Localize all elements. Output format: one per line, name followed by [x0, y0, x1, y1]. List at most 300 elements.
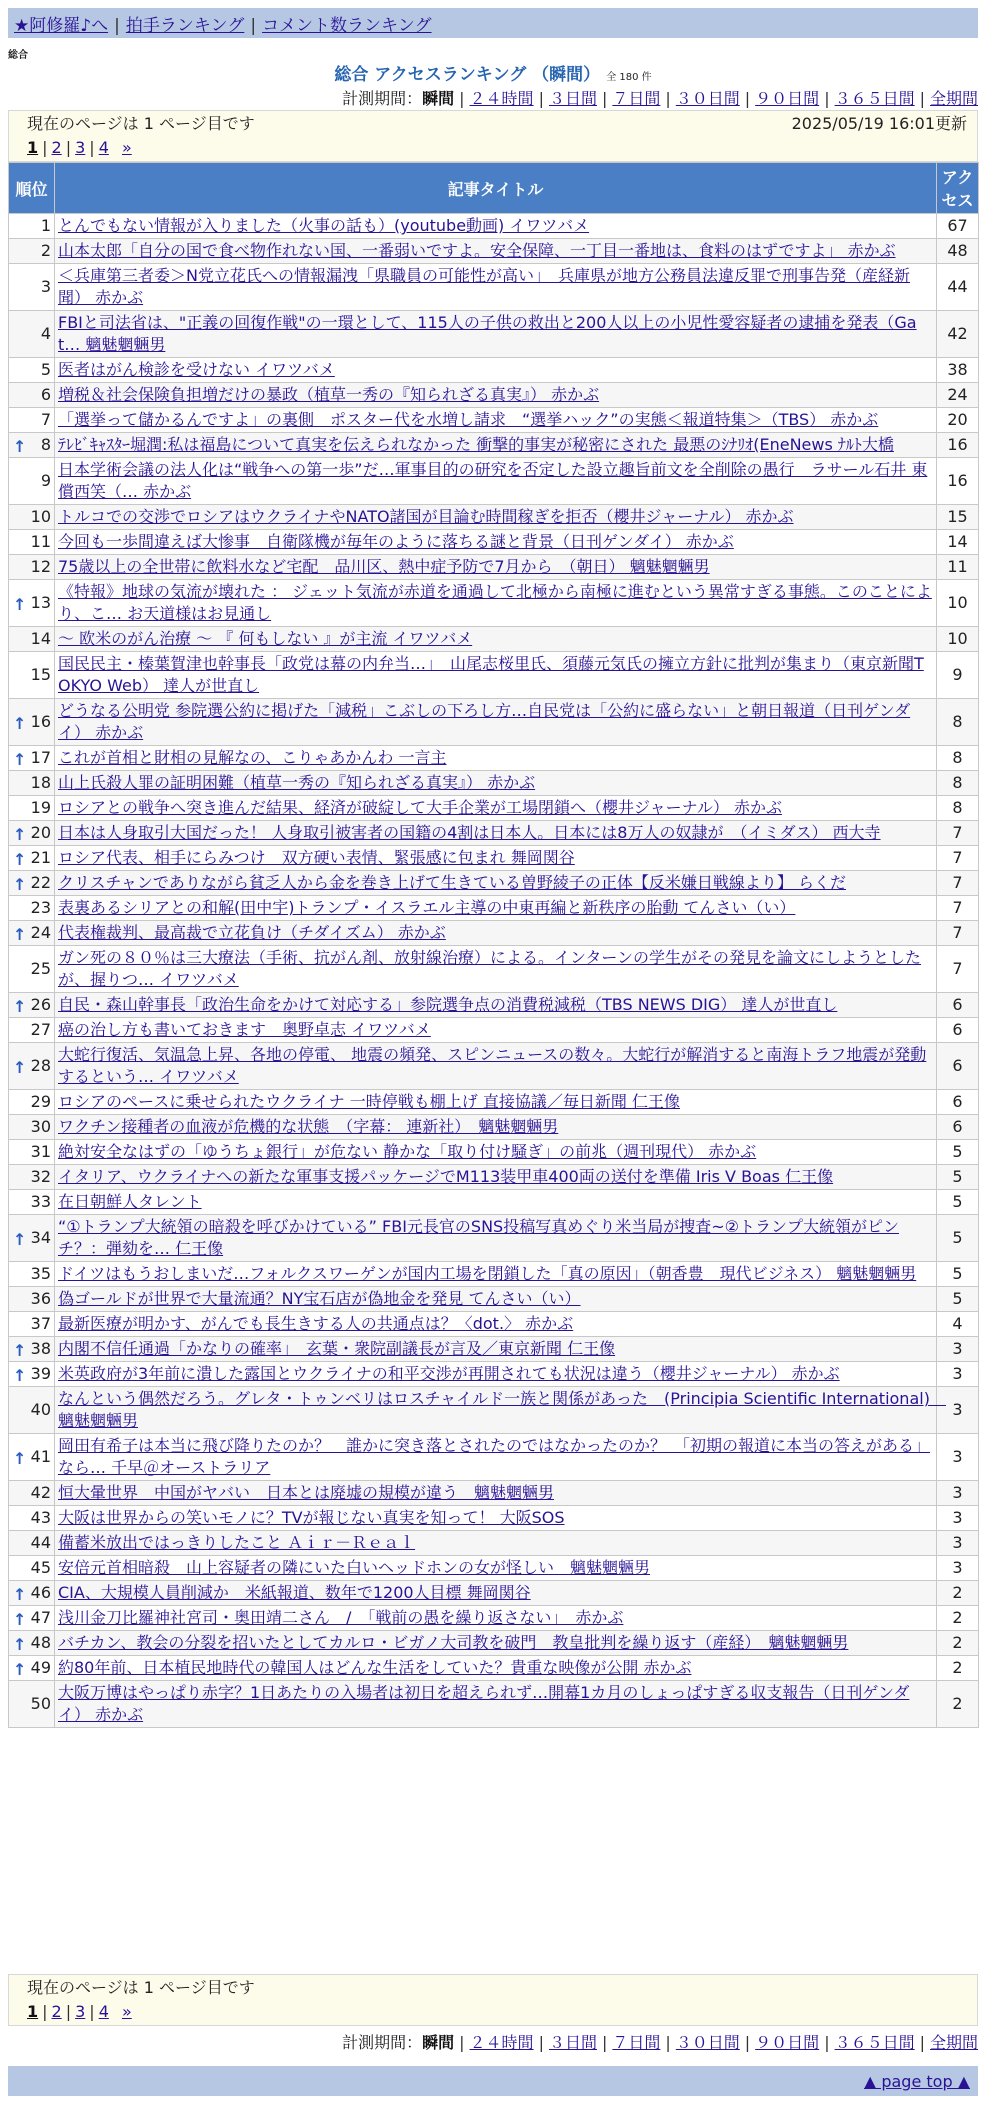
article-title-link[interactable]: ロシア代表、相手にらみつけ 双方硬い表情、緊張感に包まれ 舞岡関谷 — [58, 848, 575, 867]
title-cell — [55, 1656, 937, 1681]
title-cell — [55, 1531, 937, 1556]
rank-cell — [9, 796, 55, 821]
rank-cell — [9, 458, 55, 505]
access-count: 44 — [937, 264, 979, 311]
table-row — [9, 1115, 979, 1140]
rank-number: 29 — [30, 1092, 51, 1111]
comment-ranking-link[interactable]: コメント数ランキング — [262, 16, 432, 36]
rank-number: 15 — [30, 665, 51, 684]
clap-ranking-link[interactable]: 拍手ランキング — [125, 16, 245, 36]
rank-cell — [9, 383, 55, 408]
access-count: 7 — [937, 921, 979, 946]
table-row — [9, 1287, 979, 1312]
page-link[interactable]: 2 — [51, 2002, 62, 2021]
rank-number: 40 — [30, 1400, 51, 1419]
table-row — [9, 896, 979, 921]
rank-cell — [9, 771, 55, 796]
title-cell — [55, 1115, 937, 1140]
separator: | — [665, 2033, 671, 2052]
rank-cell — [9, 896, 55, 921]
article-title-link[interactable]: 山上氏殺人罪の証明困難（植草一秀の『知られざる真実』） 赤かぶ — [58, 773, 536, 792]
table-row — [9, 383, 979, 408]
rank-number: 8 — [40, 435, 51, 454]
rank-cell — [9, 408, 55, 433]
access-count: 7 — [937, 896, 979, 921]
rank-number: 16 — [30, 712, 51, 731]
title-cell — [55, 946, 937, 993]
ranking-table — [8, 162, 979, 1728]
rank-cell — [9, 358, 55, 383]
page-link[interactable]: 3 — [75, 138, 86, 157]
article-title-link[interactable]: 偽ゴールドが世界で大量流通？NY宝石店が偽地金を発見 てんさい（い） — [58, 1289, 581, 1308]
article-title-link[interactable]: 恒大暈世界 中国がヤバい 日本とは廃墟の規模が違う 魑魅魍魎男 — [58, 1483, 555, 1502]
rank-number: 48 — [30, 1633, 51, 1652]
rank-number: 33 — [30, 1192, 51, 1211]
rank-cell — [9, 1140, 55, 1165]
page-link[interactable]: 4 — [98, 2002, 109, 2021]
next-page-link[interactable]: » — [121, 138, 132, 157]
article-title-link[interactable]: 75歳以上の全世帯に飲料水など宅配 品川区、熱中症予防で7月から （朝日） 魑魅魍魎男 — [58, 557, 710, 576]
access-count: 48 — [937, 239, 979, 264]
period-label: 計測期間： — [342, 2033, 423, 2052]
rank-number: 35 — [30, 1264, 51, 1283]
ranking-table-body — [9, 214, 979, 1728]
table-row — [9, 530, 979, 555]
table-row — [9, 1606, 979, 1631]
period-link[interactable]: ３０日間 — [675, 89, 740, 108]
period-link[interactable]: 全期間 — [929, 2033, 978, 2052]
article-title-link[interactable]: 代表権裁判、最高裁で立花負け（チダイズム） 赤かぶ — [58, 923, 446, 942]
rank-cell — [9, 264, 55, 311]
section-label: 総合 — [8, 50, 28, 61]
rank-cell — [9, 1262, 55, 1287]
article-title-link[interactable]: 浅川金刀比羅神社宮司・奥田靖二さん / 「戦前の愚を繰り返さない」 赤かぶ — [58, 1608, 624, 1627]
article-title-link[interactable]: ロシアのペースに乗せられたウクライナ 一時停戦も棚上げ 直接協議／毎日新聞 仁王像 — [58, 1092, 680, 1111]
article-title-link[interactable]: 米英政府が3年前に潰した露国とウクライナの和平交渉が再開されても状況は違う（櫻井ジャーナル） 赤かぶ — [58, 1364, 840, 1383]
rank-number: 39 — [30, 1364, 51, 1383]
title-cell — [55, 1262, 937, 1287]
article-title-link[interactable]: とんでもない情報が入りました（火事の話も）(youtube動画) イワツバメ — [58, 216, 590, 235]
access-count: 7 — [937, 946, 979, 993]
access-count: 3 — [937, 1481, 979, 1506]
rank-number: 22 — [30, 873, 51, 892]
bottom-bar — [8, 2066, 978, 2096]
title-cell — [55, 821, 937, 846]
access-count: 2 — [937, 1656, 979, 1681]
article-title-link[interactable]: 岡田有希子は本当に飛び降りたのか？ 誰かに突き落とされたのではなかったのか？ 「初期の報道に本当の答えがある」なら… 千早＠オーストラリア — [58, 1436, 931, 1477]
period-link[interactable]: ９０日間 — [755, 89, 820, 108]
access-count: 10 — [937, 627, 979, 652]
rank-cell — [9, 1556, 55, 1581]
period-link[interactable]: 全期間 — [929, 89, 978, 108]
current-page-number: 1 — [27, 2002, 39, 2021]
current-page-number: 1 — [27, 138, 39, 157]
period-current: 瞬間 — [422, 2033, 455, 2052]
rank-up-arrow-icon: ↑ — [13, 1366, 27, 1385]
separator: | — [538, 89, 544, 108]
rank-cell — [9, 1362, 55, 1387]
table-row — [9, 946, 979, 993]
table-row — [9, 993, 979, 1018]
pager-status-row — [27, 1977, 967, 2001]
title-cell — [55, 1606, 937, 1631]
access-count: 10 — [937, 580, 979, 627]
title-cell — [55, 1387, 946, 1434]
rank-number: 19 — [30, 798, 51, 817]
table-row — [9, 1337, 979, 1362]
article-title-link[interactable]: FBIと司法省は、"正義の回復作戦"の一環として、115人の子供の救出と200人以上の小児性愛容疑者の逮捕を発表（Gat… 魑魅魍魎男 — [58, 313, 917, 354]
article-title-link[interactable]: ～ 欧米のがん治療 ～ 『 何もしない 』が主流 イワツバメ — [58, 629, 473, 648]
rank-cell — [9, 1115, 55, 1140]
article-title-link[interactable]: 癌の治し方も書いておきます 奥野卓志 イワツバメ — [58, 1020, 431, 1039]
article-title-link[interactable]: ﾃﾚﾋﾞｷｬｽﾀｰ堀潤:私は福島について真実を伝えられなかった 衝撃的事実が秘密にされた 最悪のｼﾅﾘｵ(EneNews ﾅﾙﾄ大橋 — [58, 435, 894, 454]
rank-cell — [9, 239, 55, 264]
rank-cell — [9, 1018, 55, 1043]
title-cell — [55, 1481, 937, 1506]
access-count: 2 — [937, 1631, 979, 1656]
title-cell — [55, 921, 937, 946]
table-row — [9, 652, 979, 699]
rank-number: 13 — [30, 593, 51, 612]
title-cell — [55, 1631, 937, 1656]
article-title-link[interactable]: ドイツはもうおしまいだ…フォルクスワーゲンが国内工場を閉鎖した「真の原因」（朝香豊 現代ビジネス） 魑魅魍魎男 — [58, 1264, 917, 1283]
table-row — [9, 505, 979, 530]
article-title-link[interactable]: 約80年前、日本植民地時代の韓国人はどんな生活をしていた？貴重な映像が公開 赤かぶ — [58, 1658, 692, 1677]
separator: | — [744, 2033, 751, 2052]
title-cell — [55, 993, 937, 1018]
rank-number: 34 — [30, 1228, 51, 1247]
separator: | — [665, 89, 671, 108]
article-title-link[interactable]: 自民・森山幹事長「政治生命をかけて対応する」参院選争点の消費税減税（TBS NEWS DIG） 達人が世直し — [58, 995, 838, 1014]
title-cell — [55, 627, 937, 652]
table-row — [9, 1165, 979, 1190]
article-title-link[interactable]: 表裏あるシリアとの和解(田中宇)トランプ・イスラエル主導の中東再編と新秩序の胎動 てんさい（い） — [58, 898, 796, 917]
separator: | — [824, 89, 830, 108]
rank-number: 24 — [30, 923, 51, 942]
rank-number: 47 — [30, 1608, 51, 1627]
rank-number: 11 — [30, 532, 51, 551]
rank-cell — [9, 1434, 55, 1481]
rank-cell — [9, 746, 55, 771]
table-row — [9, 846, 979, 871]
rank-up-arrow-icon: ↑ — [13, 1449, 27, 1468]
title-cell — [55, 311, 937, 358]
access-count: 11 — [937, 555, 979, 580]
title-cell — [55, 433, 937, 458]
period-link[interactable]: ２４時間 — [469, 89, 534, 108]
access-count: 2 — [937, 1606, 979, 1631]
period-link[interactable]: ３日間 — [548, 89, 597, 108]
period-link[interactable]: ７日間 — [612, 89, 661, 108]
article-title-link[interactable]: 備蓄米放出ではっきりしたこと Ａｉｒ－Ｒｅａｌ — [58, 1533, 416, 1552]
table-row — [9, 921, 979, 946]
table-row — [9, 1531, 979, 1556]
rank-up-arrow-icon: ↑ — [13, 1610, 27, 1629]
page-link[interactable]: 2 — [51, 138, 62, 157]
title-cell — [55, 458, 937, 505]
next-page-link[interactable]: » — [121, 2002, 132, 2021]
article-title-link[interactable]: 安倍元首相暗殺 山上容疑者の隣にいた白いヘッドホンの女が怪しい 魑魅魍魎男 — [58, 1558, 651, 1577]
table-row — [9, 1481, 979, 1506]
title-cell — [55, 1190, 937, 1215]
separator: | — [42, 138, 48, 157]
separator: | — [538, 2033, 544, 2052]
separator — [113, 138, 118, 157]
page-link[interactable]: 4 — [98, 138, 109, 157]
rank-number: 5 — [40, 360, 51, 379]
rank-number: 1 — [40, 216, 51, 235]
rank-cell — [9, 699, 55, 746]
rank-number: 12 — [30, 557, 51, 576]
rank-number: 28 — [30, 1056, 51, 1075]
top-navigation-bar — [8, 8, 978, 38]
rank-number: 32 — [30, 1167, 51, 1186]
access-count: 24 — [937, 383, 979, 408]
rank-up-arrow-icon: ↑ — [13, 850, 27, 869]
article-title-link[interactable]: 山本太郎「自分の国で食べ物作れない国、一番弱いですよ。安全保障、一丁目一番地は、食料のはずですよ」 赤かぶ — [58, 241, 896, 260]
rank-number: 26 — [30, 995, 51, 1014]
title-cell — [55, 896, 937, 921]
rank-cell — [9, 1656, 55, 1681]
access-count: 3 — [937, 1434, 979, 1481]
rank-cell — [9, 311, 55, 358]
rank-cell — [9, 1387, 55, 1434]
table-row — [9, 580, 979, 627]
title-cell — [55, 1362, 937, 1387]
table-row — [9, 264, 979, 311]
access-count: 5 — [937, 1190, 979, 1215]
access-count: 16 — [937, 458, 979, 505]
table-header-row — [9, 163, 979, 214]
table-row — [9, 458, 979, 505]
rank-number: 42 — [30, 1483, 51, 1502]
period-link[interactable]: ７日間 — [612, 2033, 661, 2052]
title-cell — [55, 555, 937, 580]
separator: | — [65, 138, 72, 157]
article-title-link[interactable]: 最新医療が明かす、がんでも長生きする人の共通点は？〈dot.〉 赤かぶ — [58, 1314, 574, 1333]
article-title-link[interactable]: なんという偶然だろう。グレタ・トゥンベリはロスチャイルド一族と関係があった (Principia Scientific International) 魑魅魍魎男 — [58, 1389, 946, 1430]
page-title: 総合 アクセスランキング （瞬間） — [334, 65, 601, 85]
access-count: 9 — [937, 652, 979, 699]
rank-cell — [9, 1043, 55, 1090]
access-count: 16 — [937, 433, 979, 458]
period-selector-bottom — [342, 2030, 978, 2053]
rank-cell — [9, 1312, 55, 1337]
article-title-link[interactable]: CIA、大規模人員削減か 米紙報道、数年で1200人目標 舞岡関谷 — [58, 1583, 531, 1602]
article-title-link[interactable]: 増税＆社会保険負担増だけの暴政（植草一秀の『知られざる真実』） 赤かぶ — [58, 385, 600, 404]
separator: | — [601, 2033, 608, 2052]
rank-number: 21 — [30, 848, 51, 867]
access-count: 8 — [937, 746, 979, 771]
rank-up-arrow-icon: ↑ — [13, 825, 27, 844]
separator: | — [89, 2002, 95, 2021]
access-count: 6 — [937, 1043, 979, 1090]
table-row — [9, 746, 979, 771]
table-row — [9, 433, 979, 458]
home-link[interactable]: ★阿修羅♪へ — [14, 16, 109, 36]
table-row — [9, 1681, 979, 1728]
rank-column-header: 順位 — [9, 163, 55, 214]
period-current: 瞬間 — [422, 89, 455, 108]
rank-number: 23 — [30, 898, 51, 917]
rank-number: 9 — [40, 471, 51, 490]
article-title-link[interactable]: どうなる公明党 参院選公約に掲げた「減税」こぶしの下ろし方…自民党は「公約に盛らない」と朝日報道（日刊ゲンダイ） 赤かぶ — [58, 701, 911, 742]
table-row — [9, 699, 979, 746]
table-row — [9, 555, 979, 580]
article-title-link[interactable]: “①トランプ大統領の暗殺を呼びかけている” FBI元長官のSNS投稿写真めぐり米当局が捜査~②トランプ大統領がピンチ？：弾劾を… 仁王像 — [58, 1217, 899, 1258]
article-title-link[interactable]: バチカン、教会の分裂を招いたとしてカルロ・ビガノ大司教を破門 教皇批判を繰り返す（産経） 魑魅魍魎男 — [58, 1633, 849, 1652]
article-title-link[interactable]: ワクチン接種者の血液が危機的な状態 （字幕： 連新社） 魑魅魍魎男 — [58, 1117, 559, 1136]
rank-up-arrow-icon: ↑ — [13, 1660, 27, 1679]
article-title-link[interactable]: 大蛇行復活、気温急上昇、各地の停電、 地震の頻発、スピンニュースの数々。大蛇行が解消すると南海トラフ地震が発動するという… イワツバメ — [58, 1045, 927, 1086]
title-cell — [55, 846, 937, 871]
article-title-link[interactable]: 大阪万博はやっぱり赤字？1日あたりの入場者は初日を超えられず…開幕1カ月のしょっぱすぎる収支報告（日刊ゲンダイ） 赤かぶ — [58, 1683, 910, 1724]
period-link[interactable]: ２４時間 — [469, 2033, 534, 2052]
article-title-link[interactable]: トルコでの交渉でロシアはウクライナやNATO諸国が目論む時間稼ぎを拒否（櫻井ジャーナル） 赤かぶ — [58, 507, 794, 526]
rank-up-arrow-icon: ↑ — [13, 875, 27, 894]
article-title-link[interactable]: 「選挙って儲かるんですよ」の裏側 ポスター代を水増し請求 “選挙ハック”の実態＜報道特集＞（TBS） 赤かぶ — [58, 410, 879, 429]
rank-number: 37 — [30, 1314, 51, 1333]
title-cell — [55, 1215, 937, 1262]
title-cell — [55, 530, 937, 555]
access-count: 3 — [937, 1362, 979, 1387]
separator: | — [459, 89, 465, 108]
access-count: 5 — [937, 1262, 979, 1287]
pager-links-row — [27, 137, 967, 161]
page-link[interactable]: 3 — [75, 2002, 86, 2021]
article-title-link[interactable]: 内閣不信任通過「かなりの確率」 玄葉・衆院副議長が言及／東京新聞 仁王像 — [58, 1339, 616, 1358]
access-count: 6 — [937, 1115, 979, 1140]
title-cell — [55, 1140, 937, 1165]
title-cell — [55, 796, 937, 821]
rank-number: 46 — [30, 1583, 51, 1602]
rank-cell — [9, 821, 55, 846]
title-cell — [55, 699, 937, 746]
table-row — [9, 796, 979, 821]
article-title-link[interactable]: 大阪は世界からの笑いモノに？TVが報じない真実を知って！ 大阪SOS — [58, 1508, 565, 1527]
rank-up-arrow-icon: ↑ — [13, 1341, 27, 1360]
rank-cell — [9, 1337, 55, 1362]
title-cell — [55, 383, 937, 408]
period-link[interactable]: ３６５日間 — [834, 2033, 915, 2052]
table-row — [9, 214, 979, 239]
page-top-link[interactable]: ▲ page top ▲ — [863, 2072, 970, 2091]
rank-cell — [9, 1215, 55, 1262]
article-title-link[interactable]: 医者はがん検診を受けない イワツバメ — [58, 360, 335, 379]
access-count: 6 — [937, 993, 979, 1018]
rank-number: 36 — [30, 1289, 51, 1308]
access-count: 42 — [937, 311, 979, 358]
rank-number: 4 — [40, 324, 51, 343]
access-count: 5 — [937, 1140, 979, 1165]
article-title-link[interactable]: これが首相と財相の見解なの、こりゃあかんわ 一言主 — [58, 748, 447, 767]
rank-cell — [9, 580, 55, 627]
title-cell — [55, 1018, 937, 1043]
title-cell — [55, 264, 937, 311]
rank-number: 43 — [30, 1508, 51, 1527]
access-count: 14 — [937, 530, 979, 555]
rank-cell — [9, 1531, 55, 1556]
period-link[interactable]: ３０日間 — [675, 2033, 740, 2052]
rank-number: 18 — [30, 773, 51, 792]
period-selector-top — [342, 86, 978, 109]
rank-number: 44 — [30, 1533, 51, 1552]
access-count: 3 — [937, 1387, 979, 1434]
access-count: 3 — [937, 1337, 979, 1362]
access-count: 6 — [937, 1018, 979, 1043]
table-row — [9, 1312, 979, 1337]
rank-cell — [9, 555, 55, 580]
rank-cell — [9, 1681, 55, 1728]
rank-number: 49 — [30, 1658, 51, 1677]
rank-cell — [9, 530, 55, 555]
title-cell — [55, 1556, 937, 1581]
article-title-link[interactable]: イタリア、ウクライナへの新たな軍事支援パッケージでM113装甲車400両の送付を準備 Iris V Boas 仁王像 — [58, 1167, 834, 1186]
rank-cell — [9, 627, 55, 652]
article-title-link[interactable]: クリスチャンでありながら貧乏人から金を巻き上げて生きている曽野綾子の正体【反米嫌日戦線より】 らくだ — [58, 873, 846, 892]
access-count: 8 — [937, 699, 979, 746]
article-title-link[interactable]: 今回も一歩間違えば大惨事 自衛隊機が毎年のように落ちる謎と背景（日刊ゲンダイ） 赤かぶ — [58, 532, 734, 551]
rank-cell — [9, 433, 55, 458]
rank-number: 17 — [30, 748, 51, 767]
article-title-link[interactable]: 日本学術会議の法人化は“戦争への第一歩”だ…軍事目的の研究を否定した設立趣旨前文を全削除の愚行 ラサール石井 東償西笑（… 赤かぶ — [58, 460, 928, 501]
period-link[interactable]: ３６５日間 — [834, 89, 915, 108]
access-count: 5 — [937, 1215, 979, 1262]
rank-up-arrow-icon: ↑ — [13, 1230, 27, 1249]
rank-number: 50 — [30, 1694, 51, 1713]
table-row — [9, 1018, 979, 1043]
rank-up-arrow-icon: ↑ — [13, 437, 27, 456]
current-page-text: 現在のページは 1 ページ目です — [27, 1978, 255, 1997]
title-cell — [55, 358, 937, 383]
separator: | — [65, 2002, 72, 2021]
rank-cell — [9, 993, 55, 1018]
rank-up-arrow-icon: ↑ — [13, 595, 27, 614]
article-title-link[interactable]: ＜兵庫第三者委＞N党立花氏への情報漏洩「県職員の可能性が高い」 兵庫県が地方公務員法違反罪で刑事告発（産経新聞） 赤かぶ — [58, 266, 910, 307]
rank-up-arrow-icon: ↑ — [13, 997, 27, 1016]
rank-number: 6 — [40, 385, 51, 404]
rank-cell — [9, 1506, 55, 1531]
page-heading — [0, 60, 986, 85]
article-title-link[interactable]: 絶対安全なはずの「ゆうちょ銀行」が危ない 静かな「取り付け騒ぎ」の前兆（週刊現代） 赤かぶ — [58, 1142, 757, 1161]
separator: | — [824, 2033, 830, 2052]
period-link[interactable]: ３日間 — [548, 2033, 597, 2052]
article-title-link[interactable]: 国民民主・榛葉賀津也幹事長「政党は幕の内弁当…」 山尾志桜里氏、須藤元気氏の擁立方針に批判が集まり（東京新聞TOKYO Web） 達人が世直し — [58, 654, 924, 695]
separator: | — [919, 2033, 925, 2052]
table-row — [9, 1140, 979, 1165]
table-row — [9, 408, 979, 433]
rank-number: 3 — [40, 277, 51, 296]
access-count: 20 — [937, 408, 979, 433]
pager-status-row — [27, 113, 967, 137]
table-row — [9, 311, 979, 358]
rank-number: 20 — [30, 823, 51, 842]
article-title-link[interactable]: 《特報》地球の気流が壊れた ： ジェット気流が赤道を通過して北極から南極に進むという異常すぎる事態。このことにより、こ… お天道様はお見通し — [58, 582, 932, 623]
rank-number: 14 — [30, 629, 51, 648]
article-title-link[interactable]: 在日朝鮮人タレント — [58, 1192, 202, 1211]
total-count: 全 180 件 — [606, 72, 652, 83]
rank-cell — [9, 1165, 55, 1190]
access-count: 8 — [937, 771, 979, 796]
article-title-link[interactable]: 日本は人身取引大国だった！ 人身取引被害者の国籍の4割は日本人。日本には8万人の奴隷が （イミダス） 西大寺 — [58, 823, 881, 842]
article-title-link[interactable]: ロシアとの戦争へ突き進んだ結果、経済が破綻して大手企業が工場閉鎖へ（櫻井ジャーナル） 赤かぶ — [58, 798, 782, 817]
rank-number: 30 — [30, 1117, 51, 1136]
access-count: 15 — [937, 505, 979, 530]
period-link[interactable]: ９０日間 — [755, 2033, 820, 2052]
table-row — [9, 1656, 979, 1681]
access-count: 2 — [937, 1581, 979, 1606]
article-title-link[interactable]: ガン死の８０％は三大療法（手術、抗がん剤、放射線治療）による。インターンの学生がその発見を論文にしようとしたが、握りつ… イワツバメ — [58, 948, 922, 989]
